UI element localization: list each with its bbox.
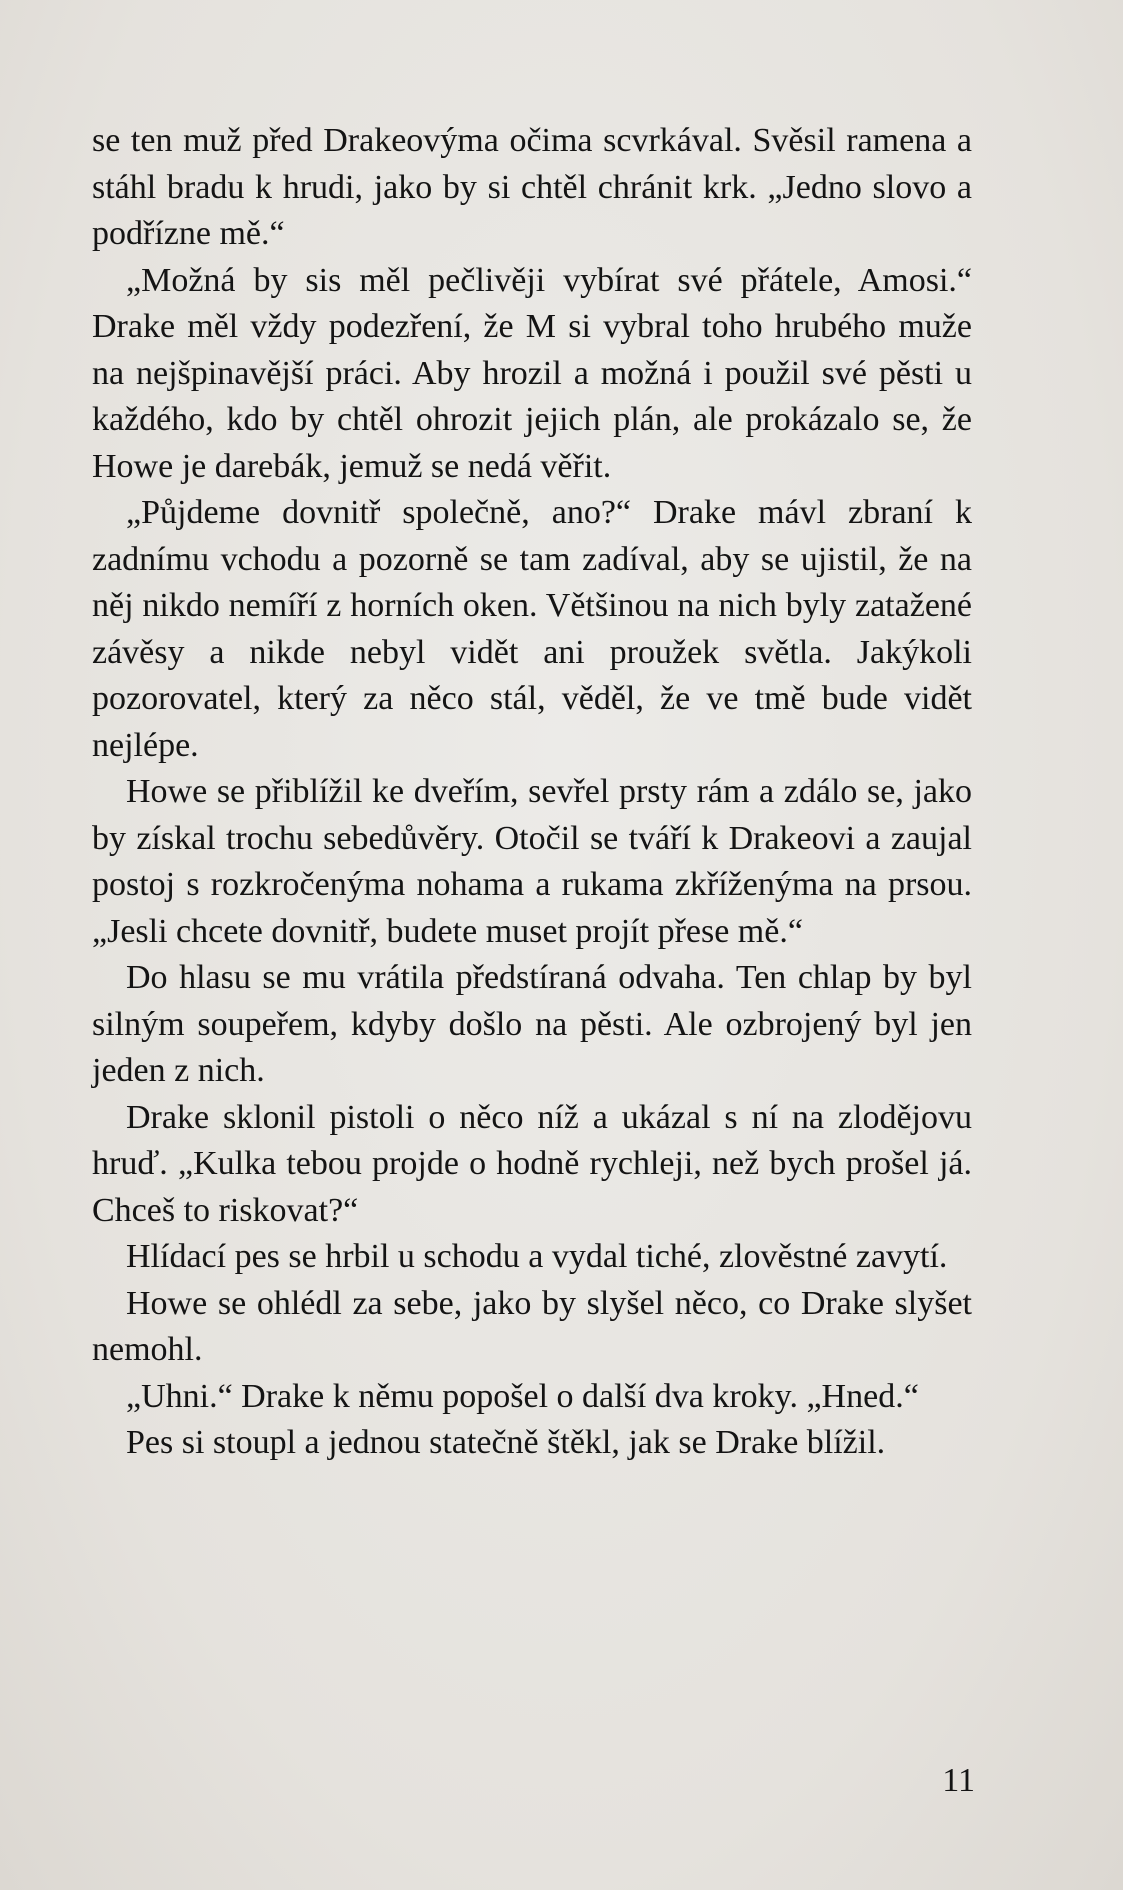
paragraph: „Uhni.“ Drake k němu popošel o další dva kroky. „Hned.“ [126, 1377, 919, 1415]
paragraph: Howe se ohlédl za sebe, jako by slyšel něco, co Drake slyšet nemohl. [92, 1284, 972, 1368]
paragraph: Hlídací pes se hrbil u schodu a vydal tiché, zlověstné zavytí. [126, 1238, 948, 1275]
paragraph: se ten muž před Drakeovýma očima scvrkával. Svěsil ramena a stáhl bradu k hrudi, jako by si chtěl chránit krk. „Jedno slovo a podřízne mě.“ [92, 122, 972, 252]
paragraph: Drake sklonil pistoli o něco níž a ukázal s ní na zlodějovu hruď. „Kulka tebou projde o hodně rychleji, než bych prošel já. Chceš to riskovat?“ [92, 1098, 972, 1229]
paragraph: Do hlasu se mu vrátila předstíraná odvaha. Ten chlap by byl silným soupeřem, kdyby došlo na pěsti. Ale ozbrojený byl jen jeden z nich. [92, 959, 972, 1089]
paragraph: Howe se přiblížil ke dveřím, sevřel prsty rám a zdálo se, jako by získal trochu sebedůvěry. Otočil se tváří k Drakeovi a zaujal postoj s rozkročenýma nohama a rukama zkříženýma na prsou. „Jesli chcete dovnitř, budete muset projít přese mě.“ [92, 773, 972, 950]
paragraph: „Půjdeme dovnitř společně, ano?“ Drake mávl zbraní k zadnímu vchodu a pozorně se tam zadíval, aby se ujistil, že na něj nikdo nemíří z horních oken. Většinou na nich byly zatažené závěsy a nikde nebyl vidět ani proužek světla. Jakýkoli pozorovatel, který za něco stál, věděl, že ve tmě bude vidět nejlépe. [92, 494, 972, 764]
page-number: 11 [942, 1762, 975, 1799]
body-text [92, 118, 972, 1467]
paragraph: Pes si stoupl a jednou statečně štěkl, jak se Drake blížil. [126, 1424, 886, 1461]
paragraph: „Možná by sis měl pečlivěji vybírat své přátele, Amosi.“ Drake měl vždy podezření, že M si vybral toho hrubého muže na nejšpinavější práci. Aby hrozil a možná i použil své pěsti u každého, kdo by chtěl ohrozit jejich plán, ale prokázalo se, že Howe je darebák, jemuž se nedá věřit. [92, 261, 972, 485]
